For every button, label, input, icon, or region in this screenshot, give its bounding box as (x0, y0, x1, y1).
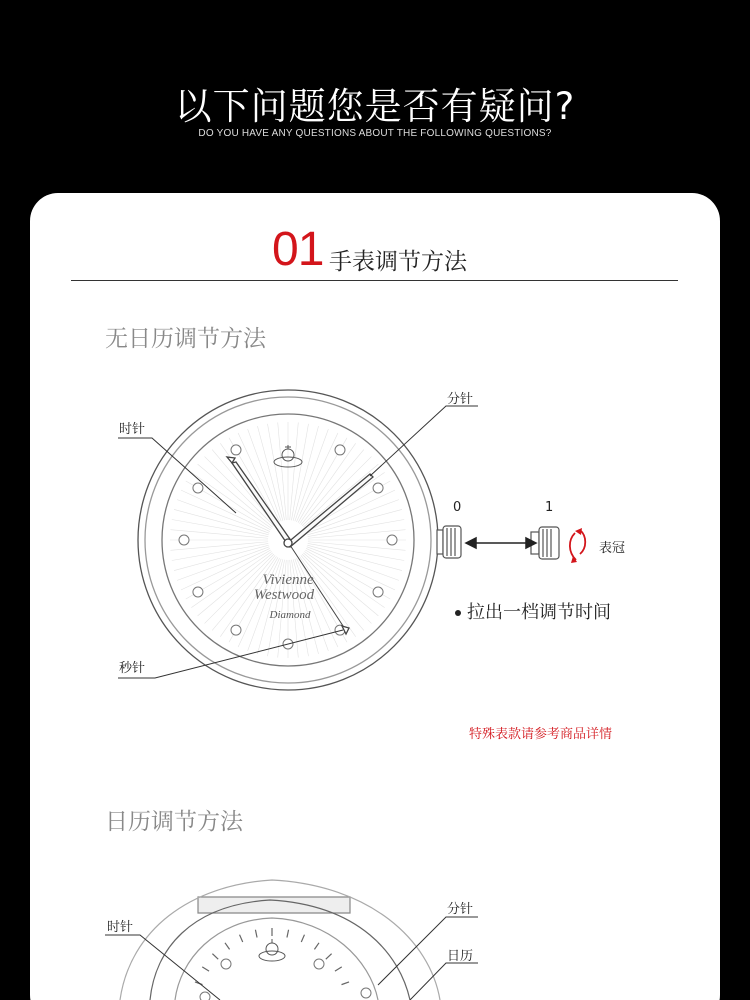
watch2-minute-tick (225, 943, 230, 950)
watch2-minute-hand-label: 分针 (447, 902, 474, 917)
watch2-hour-hand-label: 时针 (107, 920, 134, 935)
watch2-minute-tick (255, 930, 257, 938)
page-title: 以下问题您是否有疑问? (174, 85, 576, 128)
crown-label: 表冠 (599, 541, 626, 556)
sunburst-ray (303, 553, 378, 616)
minute-hand-leader (370, 406, 478, 476)
watch2-minute-tick (287, 930, 289, 938)
hour-hand (232, 462, 292, 545)
sunburst-ray (307, 547, 399, 581)
watch2-date-leader (410, 963, 478, 1000)
watch2-minute-tick (342, 982, 350, 985)
dial-brand-3: Diamond (269, 609, 311, 621)
watch2-minute-tick (335, 967, 342, 971)
crown-position-1: 1 (545, 500, 554, 515)
hand-pivot (284, 539, 292, 547)
adjust-instruction (455, 598, 611, 624)
watch2-ticks (195, 928, 349, 985)
hour-index (231, 445, 241, 455)
hour-index (373, 483, 383, 493)
hour-index (193, 483, 203, 493)
calendar-title: 日历调节方法 (105, 809, 243, 835)
watch2-orb-logo-icon (259, 939, 285, 961)
hour-index (373, 587, 383, 597)
hour-index (335, 445, 345, 455)
dial-brand-2: Westwood (253, 587, 315, 603)
watch2-minute-tick (314, 943, 319, 950)
hour-index (193, 587, 203, 597)
sunburst-ray (302, 457, 371, 526)
hour-index (179, 535, 189, 545)
section-number: 01 (272, 223, 324, 276)
bullet-icon (455, 610, 461, 616)
hour-index (231, 625, 241, 635)
crown-position-0: 0 (453, 500, 462, 515)
hour-hand-label: 时针 (119, 422, 146, 437)
double-arrow-icon (466, 538, 536, 548)
dial-brand-1: Vivienne (262, 572, 314, 588)
adjust-instruction-text: 拉出一档调节时间 (467, 602, 611, 623)
rotate-arrow-icon (570, 528, 585, 563)
sunburst-ray (177, 500, 269, 534)
watch2-minute-tick (202, 967, 209, 971)
crown-pushed-in (437, 526, 461, 558)
sunburst-ray (295, 429, 329, 521)
watch2-minute-tick (240, 935, 243, 942)
watch2-minute-tick (326, 954, 332, 959)
second-hand-label: 秒针 (119, 661, 146, 676)
watch2-illustration (120, 880, 440, 1000)
sunburst-ray (303, 464, 378, 527)
special-model-note: 特殊表款请参考商品详情 (469, 727, 613, 742)
sunburst-ray (198, 464, 273, 527)
minute-hand-label: 分针 (447, 392, 474, 407)
watch2-minute-tick (301, 935, 304, 942)
hour-index (387, 535, 397, 545)
page-subtitle: DO YOU HAVE ANY QUESTIONS ABOUT THE FOLLOWING QUESTIONS? (198, 128, 552, 139)
no-calendar-title: 无日历调节方法 (105, 326, 266, 352)
sunburst-ray (177, 547, 269, 581)
watch2-date-label: 日历 (447, 949, 474, 964)
watch2-minute-tick (212, 954, 218, 959)
section-title: 手表调节方法 (329, 249, 467, 275)
